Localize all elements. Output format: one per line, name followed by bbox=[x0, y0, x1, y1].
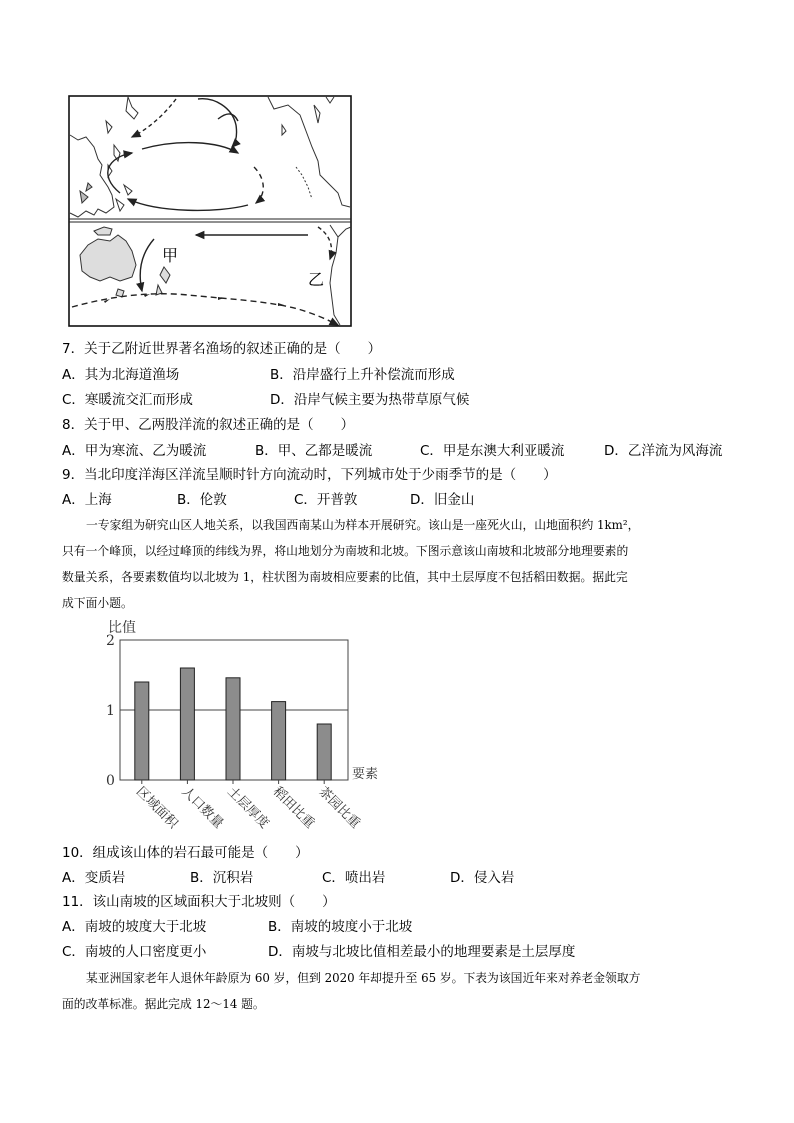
bar-4 bbox=[272, 702, 286, 780]
q7-option-d[interactable]: D．沿岸气候主要为热带草原气候 bbox=[270, 392, 470, 408]
q8-option-c[interactable]: C．甲是东澳大利亚暖流 bbox=[420, 443, 565, 459]
q7-stem: 7．关于乙附近世界著名渔场的叙述正确的是（ ） bbox=[62, 341, 382, 357]
passage-2-line-2: 面的改革标准。据此完成 12～14 题。 bbox=[62, 997, 265, 1011]
q7-option-a[interactable]: A．其为北海道渔场 bbox=[62, 367, 180, 383]
q10-stem: 10．组成该山体的岩石最可能是（ ） bbox=[62, 845, 309, 861]
y-tick-label-1: 1 bbox=[106, 703, 115, 719]
q7-option-b[interactable]: B．沿岸盛行上升补偿流而形成 bbox=[270, 367, 455, 383]
q8-option-d[interactable]: D．乙洋流为风海流 bbox=[604, 443, 723, 459]
x-tick-label-2: 人口数量 bbox=[178, 784, 226, 832]
passage-2-line-1: 某亚洲国家老年人退休年龄原为 60 岁，但到 2020 年却提升至 65 岁。下表为该国近年来对养老金领取方 bbox=[86, 971, 641, 985]
q9-option-b[interactable]: B．伦敦 bbox=[177, 492, 227, 508]
q8-option-b[interactable]: B．甲、乙都是暖流 bbox=[255, 443, 373, 459]
bar-2 bbox=[180, 668, 194, 780]
passage-2 bbox=[62, 965, 734, 1017]
q9-option-c[interactable]: C．开普敦 bbox=[294, 492, 358, 508]
q10-option-a[interactable]: A．变质岩 bbox=[62, 870, 126, 886]
q11-option-c[interactable]: C．南坡的人口密度更小 bbox=[62, 944, 207, 960]
passage-1-line-4: 成下面小题。 bbox=[62, 596, 133, 610]
q11-option-a[interactable]: A．南坡的坡度大于北坡 bbox=[62, 919, 207, 935]
bar-3 bbox=[226, 678, 240, 780]
ocean-current-map bbox=[68, 95, 352, 327]
q10-option-d[interactable]: D．侵入岩 bbox=[450, 870, 515, 886]
q9-option-a[interactable]: A．上海 bbox=[62, 492, 112, 508]
passage-1 bbox=[62, 512, 734, 616]
q11-option-d[interactable]: D．南坡与北坡比值相差最小的地理要素是土层厚度 bbox=[268, 944, 576, 960]
chart-xlabel: 要素 bbox=[352, 767, 379, 782]
label-jia: 甲 bbox=[162, 246, 179, 265]
passage-1-line-1: 一专家组为研究山区人地关系，以我国西南某山为样本开展研究。该山是一座死火山，山地面积约 1km²， bbox=[86, 518, 640, 532]
y-tick-label-0: 0 bbox=[106, 773, 115, 789]
x-tick-label-5: 茶园比重 bbox=[315, 784, 363, 832]
q9-stem: 9．当北印度洋海区洋流呈顺时针方向流动时，下列城市处于少雨季节的是（ ） bbox=[62, 467, 557, 483]
x-tick-label-4: 稻田比重 bbox=[269, 784, 318, 832]
q7-option-c[interactable]: C．寒暖流交汇而形成 bbox=[62, 392, 193, 408]
chart-ylabel: 比值 bbox=[108, 620, 136, 636]
passage-1-line-2: 只有一个峰顶，以经过峰顶的纬线为界，将山地划分为南坡和北坡。下图示意该山南坡和北坡部分地理要素的 bbox=[62, 544, 629, 558]
q11-stem: 11．该山南坡的区域面积大于北坡则（ ） bbox=[62, 894, 336, 910]
x-tick-label-3: 土层厚度 bbox=[224, 784, 272, 832]
q8-stem: 8．关于甲、乙两股洋流的叙述正确的是（ ） bbox=[62, 417, 355, 433]
q10-option-b[interactable]: B．沉积岩 bbox=[190, 870, 254, 886]
q10-option-c[interactable]: C．喷出岩 bbox=[322, 870, 386, 886]
bar-1 bbox=[135, 682, 149, 780]
passage-1-line-3: 数量关系，各要素数值均以北坡为 1，柱状图为南坡相应要素的比值，其中土层厚度不包括稻田数据。据此完 bbox=[62, 570, 628, 584]
label-yi: 乙 bbox=[308, 270, 325, 289]
q9-option-d[interactable]: D．旧金山 bbox=[410, 492, 475, 508]
bar-5 bbox=[317, 724, 331, 780]
ratio-bar-chart bbox=[80, 612, 400, 842]
x-tick-label-1: 区域面积 bbox=[132, 784, 181, 832]
q11-option-b[interactable]: B．南坡的坡度小于北坡 bbox=[268, 919, 413, 935]
q8-option-a[interactable]: A．甲为寒流、乙为暖流 bbox=[62, 443, 207, 459]
y-tick-label-2: 2 bbox=[106, 633, 115, 649]
